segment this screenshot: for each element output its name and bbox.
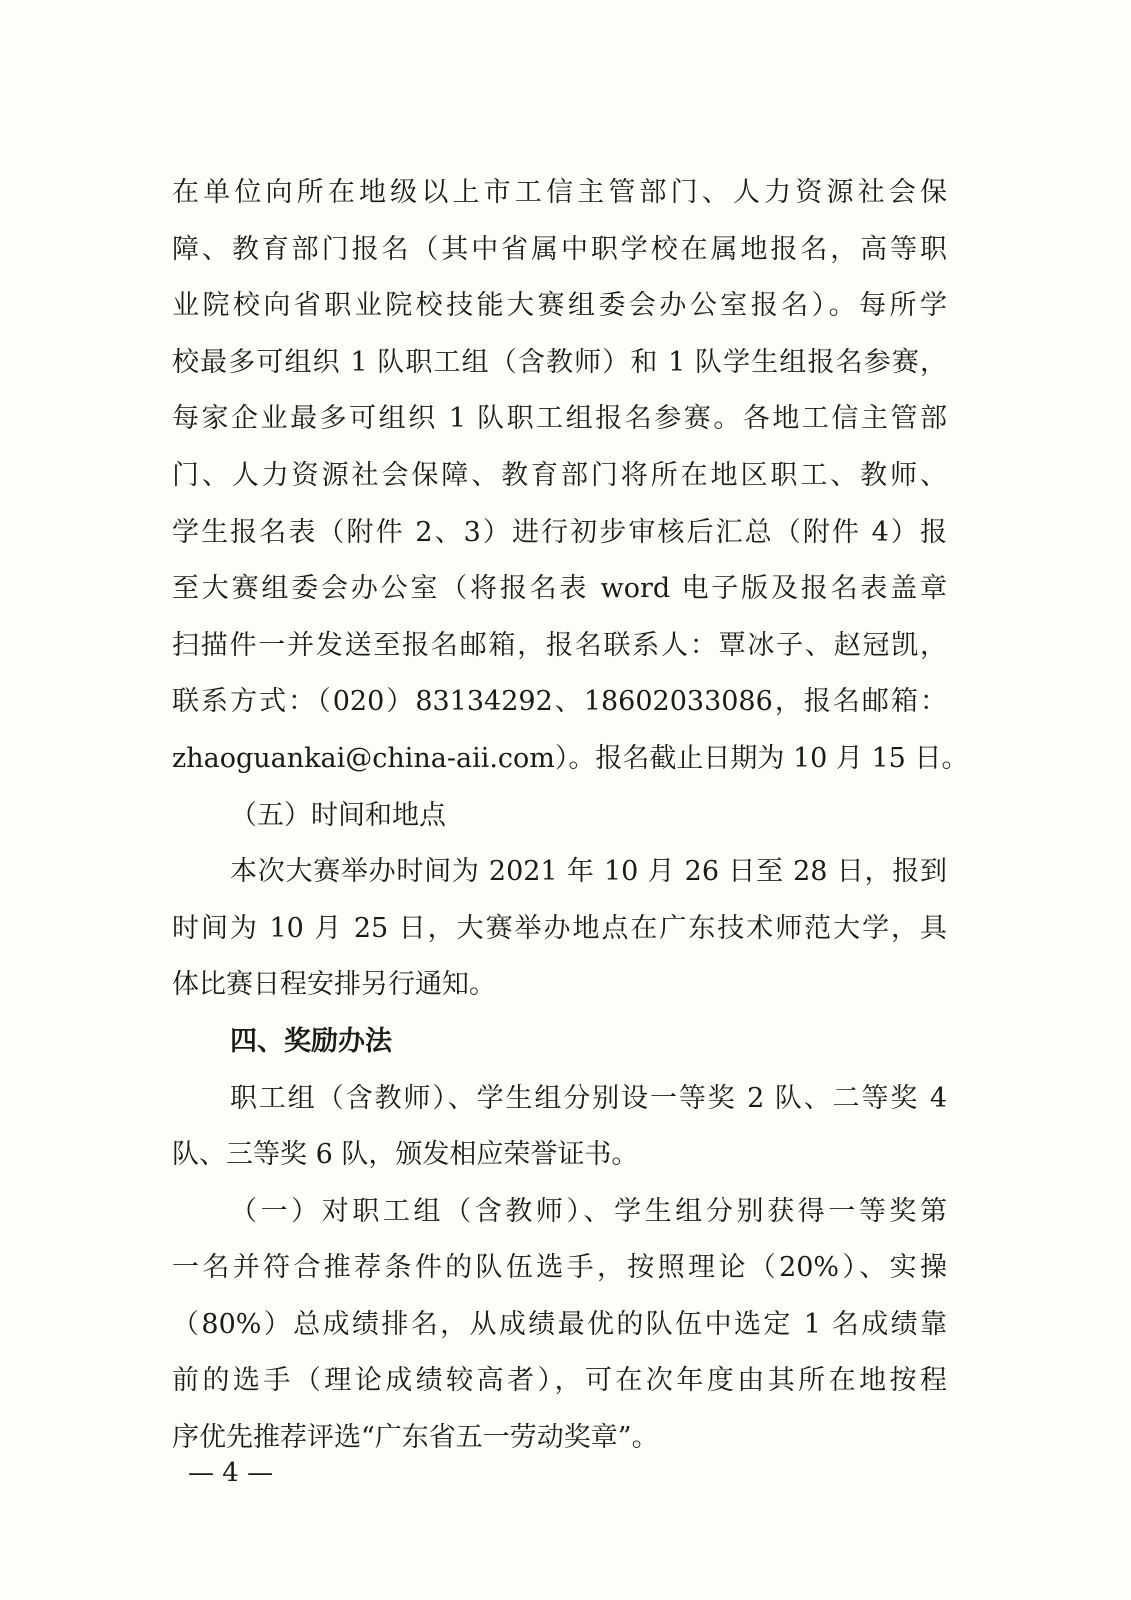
body-line: 学生报名表（附件 2、3）进行初步审核后汇总（附件 4）报 bbox=[172, 516, 947, 548]
body-line: 联系方式：（020）83134292、18602033086，报名邮箱： bbox=[172, 686, 947, 718]
body-line: 每家企业最多可组织 1 队职工组报名参赛。各地工信主管部 bbox=[172, 403, 947, 435]
body-line: 序优先推荐评选“广东省五一劳动奖章”。 bbox=[172, 1422, 659, 1454]
body-line: 职工组（含教师）、学生组分别设一等奖 2 队、二等奖 4 bbox=[230, 1082, 947, 1114]
body-line: 前的选手（理论成绩较高者），可在次年度由其所在地按程 bbox=[172, 1365, 947, 1397]
body-line: 业院校向省职业院校技能大赛组委会办公室报名）。每所学 bbox=[172, 290, 947, 322]
body-line: 至大赛组委会办公室（将报名表 word 电子版及报名表盖章 bbox=[172, 573, 947, 605]
body-line: （一）对职工组（含教师）、学生组分别获得一等奖第 bbox=[230, 1195, 947, 1227]
body-line: 门、人力资源社会保障、教育部门将所在地区职工、教师、 bbox=[172, 459, 947, 491]
body-line: 队、三等奖 6 队，颁发相应荣誉证书。 bbox=[172, 1139, 639, 1171]
body-line: 校最多可组织 1 队职工组（含教师）和 1 队学生组报名参赛， bbox=[172, 346, 947, 378]
page-number: — 4 — bbox=[188, 1458, 274, 1488]
body-line: zhaoguankai@china-aii.com）。报名截止日期为 10 月 15 日。 bbox=[172, 742, 969, 774]
body-line: 障、教育部门报名（其中省属中职学校在属地报名，高等职 bbox=[172, 233, 947, 265]
section-heading-awards: 四、奖励办法 bbox=[230, 1025, 392, 1057]
document-body bbox=[172, 165, 969, 1467]
section-heading-time-location: （五）时间和地点 bbox=[230, 799, 446, 831]
body-line: 体比赛日程安排另行通知。 bbox=[172, 969, 496, 1001]
body-line: 在单位向所在地级以上市工信主管部门、人力资源社会保 bbox=[172, 177, 947, 208]
body-line: （80%）总成绩排名，从成绩最优的队伍中选定 1 名成绩靠 bbox=[172, 1308, 947, 1340]
body-line: 扫描件一并发送至报名邮箱，报名联系人：覃冰子、赵冠凯， bbox=[172, 629, 947, 661]
body-line: 一名并符合推荐条件的队伍选手，按照理论（20%）、实操 bbox=[172, 1252, 947, 1284]
body-line: 本次大赛举办时间为 2021 年 10 月 26 日至 28 日，报到 bbox=[230, 856, 947, 888]
body-line: 时间为 10 月 25 日，大赛举办地点在广东技术师范大学，具 bbox=[172, 912, 947, 944]
